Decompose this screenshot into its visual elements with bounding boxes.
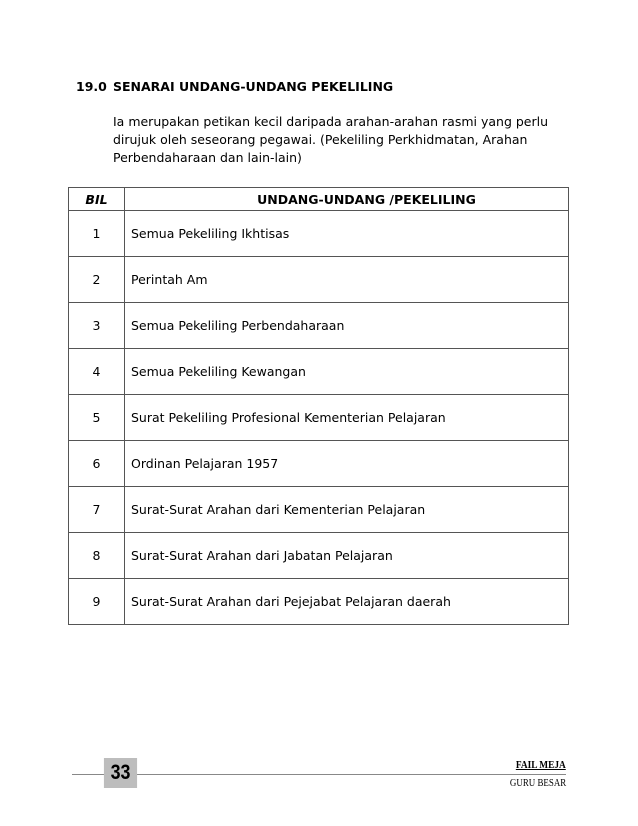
row-item: Surat-Surat Arahan dari Kementerian Pelajaran bbox=[125, 487, 569, 533]
row-item: Perintah Am bbox=[125, 257, 569, 303]
footer-subtitle: GURU BESAR bbox=[509, 778, 566, 789]
table-row bbox=[69, 349, 569, 395]
section-heading bbox=[76, 79, 393, 94]
row-number: 5 bbox=[69, 395, 125, 441]
table-row bbox=[69, 257, 569, 303]
table-row bbox=[69, 487, 569, 533]
row-item: Surat-Surat Arahan dari Jabatan Pelajaran bbox=[125, 533, 569, 579]
column-header-bil: BIL bbox=[69, 188, 125, 211]
circulars-table bbox=[68, 187, 569, 625]
section-title: SENARAI UNDANG-UNDANG PEKELILING bbox=[113, 79, 394, 94]
footer-divider bbox=[72, 774, 566, 775]
row-number: 6 bbox=[69, 441, 125, 487]
row-item: Surat Pekeliling Profesional Kementerian Pelajaran bbox=[125, 395, 569, 441]
row-item: Semua Pekeliling Perbendaharaan bbox=[125, 303, 569, 349]
row-item: Semua Pekeliling Ikhtisas bbox=[125, 211, 569, 257]
table-row bbox=[69, 303, 569, 349]
table-row bbox=[69, 395, 569, 441]
row-number: 1 bbox=[69, 211, 125, 257]
column-header-title: UNDANG-UNDANG /PEKELILING bbox=[125, 188, 569, 211]
section-intro: Ia merupakan petikan kecil daripada arahan-arahan rasmi yang perlu dirujuk oleh seseorang pegawai. (Pekeliling Perkhidmatan, Arahan Perbendaharaan dan lain-lain) bbox=[113, 114, 549, 165]
table-row bbox=[69, 441, 569, 487]
row-item: Ordinan Pelajaran 1957 bbox=[125, 441, 569, 487]
row-number: 4 bbox=[69, 349, 125, 395]
row-number: 9 bbox=[69, 579, 125, 625]
row-number: 7 bbox=[69, 487, 125, 533]
section-number: 19.0 bbox=[76, 79, 107, 94]
table-row bbox=[69, 579, 569, 625]
table-row bbox=[69, 533, 569, 579]
row-item: Semua Pekeliling Kewangan bbox=[125, 349, 569, 395]
row-number: 8 bbox=[69, 533, 125, 579]
page-number-badge: 33 bbox=[104, 758, 137, 788]
table-row bbox=[69, 211, 569, 257]
table-header-row bbox=[69, 188, 569, 211]
footer-title: FAIL MEJA bbox=[516, 759, 566, 771]
row-item: Surat-Surat Arahan dari Pejejabat Pelajaran daerah bbox=[125, 579, 569, 625]
row-number: 2 bbox=[69, 257, 125, 303]
row-number: 3 bbox=[69, 303, 125, 349]
